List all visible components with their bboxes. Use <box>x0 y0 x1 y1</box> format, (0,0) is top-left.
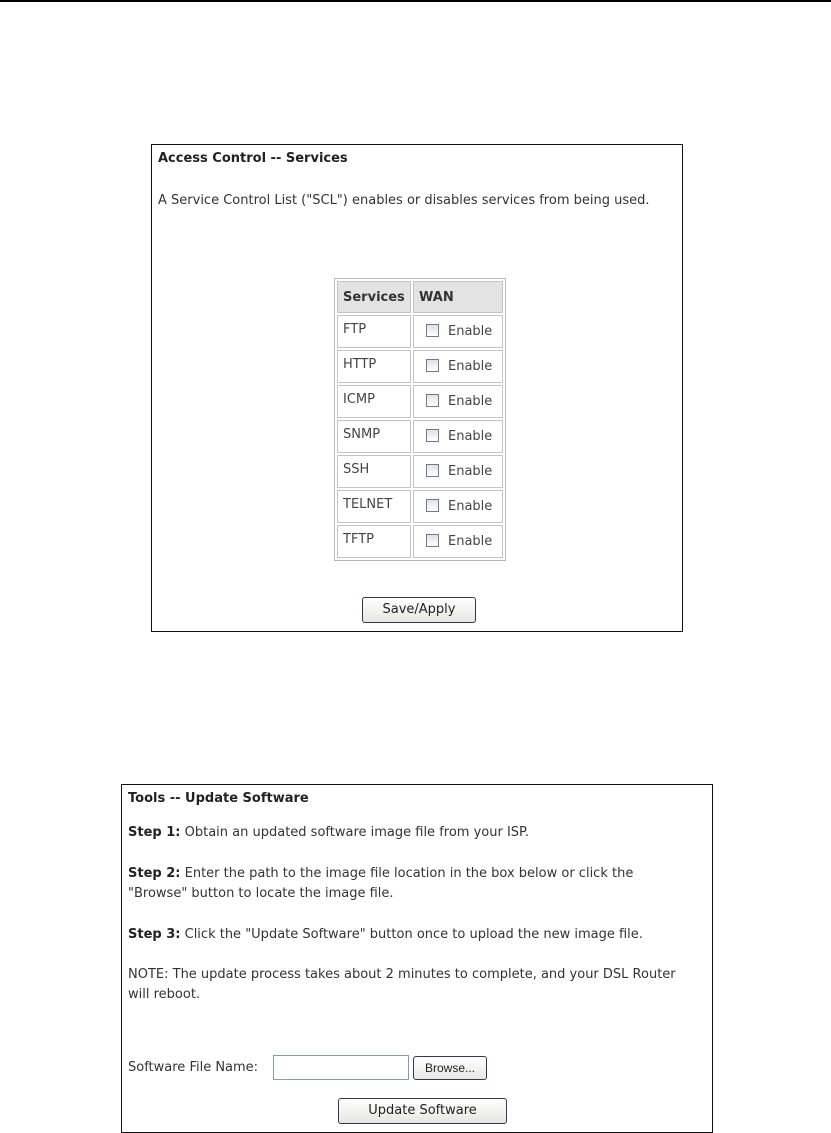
telnet-wan-checkbox[interactable] <box>426 499 439 512</box>
table-row <box>337 315 503 348</box>
step-1 <box>128 823 529 842</box>
update-software-button[interactable]: Update Software <box>338 1098 507 1124</box>
table-row <box>337 420 503 453</box>
software-file-name-label: Software File Name: <box>128 1060 259 1075</box>
service-name: TFTP <box>337 525 411 558</box>
access-control-panel <box>151 144 683 632</box>
wan-cell <box>413 455 503 488</box>
step-3-text: Click the "Update Software" button once to upload the new image file. <box>180 927 643 942</box>
ftp-wan-checkbox[interactable] <box>426 324 439 337</box>
table-row <box>337 525 503 558</box>
browse-button[interactable]: Browse... <box>413 1056 487 1080</box>
header-wan: WAN <box>413 281 503 313</box>
service-name: ICMP <box>337 385 411 418</box>
icmp-wan-checkbox[interactable] <box>426 394 439 407</box>
table-header-row <box>337 281 503 313</box>
table-row <box>337 490 503 523</box>
step-3-label: Step 3: <box>128 927 181 942</box>
enable-label: Enable <box>448 499 493 514</box>
enable-label: Enable <box>448 324 493 339</box>
header-services: Services <box>337 281 411 313</box>
http-wan-checkbox[interactable] <box>426 359 439 372</box>
wan-cell <box>413 385 503 418</box>
note-text-continued: will reboot. <box>128 987 201 1002</box>
page-title: Access Control -- Services <box>158 151 348 166</box>
page-title: Tools -- Update Software <box>128 791 309 806</box>
enable-label: Enable <box>448 534 493 549</box>
service-name: TELNET <box>337 490 411 523</box>
enable-label: Enable <box>448 359 493 374</box>
step-2-continued: "Browse" button to locate the image file. <box>128 886 394 901</box>
step-2-label: Step 2: <box>128 866 181 881</box>
ssh-wan-checkbox[interactable] <box>426 464 439 477</box>
wan-cell <box>413 315 503 348</box>
table-row <box>337 455 503 488</box>
service-name: SSH <box>337 455 411 488</box>
scl-description: A Service Control List ("SCL") enables or disables services from being used. <box>158 193 650 208</box>
service-name: SNMP <box>337 420 411 453</box>
top-rule <box>0 0 831 2</box>
software-file-name-input[interactable] <box>273 1055 409 1080</box>
note-text: NOTE: The update process takes about 2 minutes to complete, and your DSL Router <box>128 967 676 982</box>
step-1-label: Step 1: <box>128 825 181 840</box>
enable-label: Enable <box>448 394 493 409</box>
update-software-panel <box>121 784 713 1133</box>
enable-label: Enable <box>448 464 493 479</box>
wan-cell <box>413 525 503 558</box>
step-1-text: Obtain an updated software image file from your ISP. <box>180 825 529 840</box>
services-table <box>334 278 506 561</box>
step-3 <box>128 925 643 944</box>
step-2 <box>128 864 633 883</box>
service-name: FTP <box>337 315 411 348</box>
wan-cell <box>413 350 503 383</box>
snmp-wan-checkbox[interactable] <box>426 429 439 442</box>
enable-label: Enable <box>448 429 493 444</box>
tftp-wan-checkbox[interactable] <box>426 534 439 547</box>
save-apply-button[interactable]: Save/Apply <box>362 597 476 623</box>
step-2-text: Enter the path to the image file location in the box below or click the <box>180 866 634 881</box>
service-name: HTTP <box>337 350 411 383</box>
table-row <box>337 385 503 418</box>
wan-cell <box>413 490 503 523</box>
wan-cell <box>413 420 503 453</box>
table-row <box>337 350 503 383</box>
